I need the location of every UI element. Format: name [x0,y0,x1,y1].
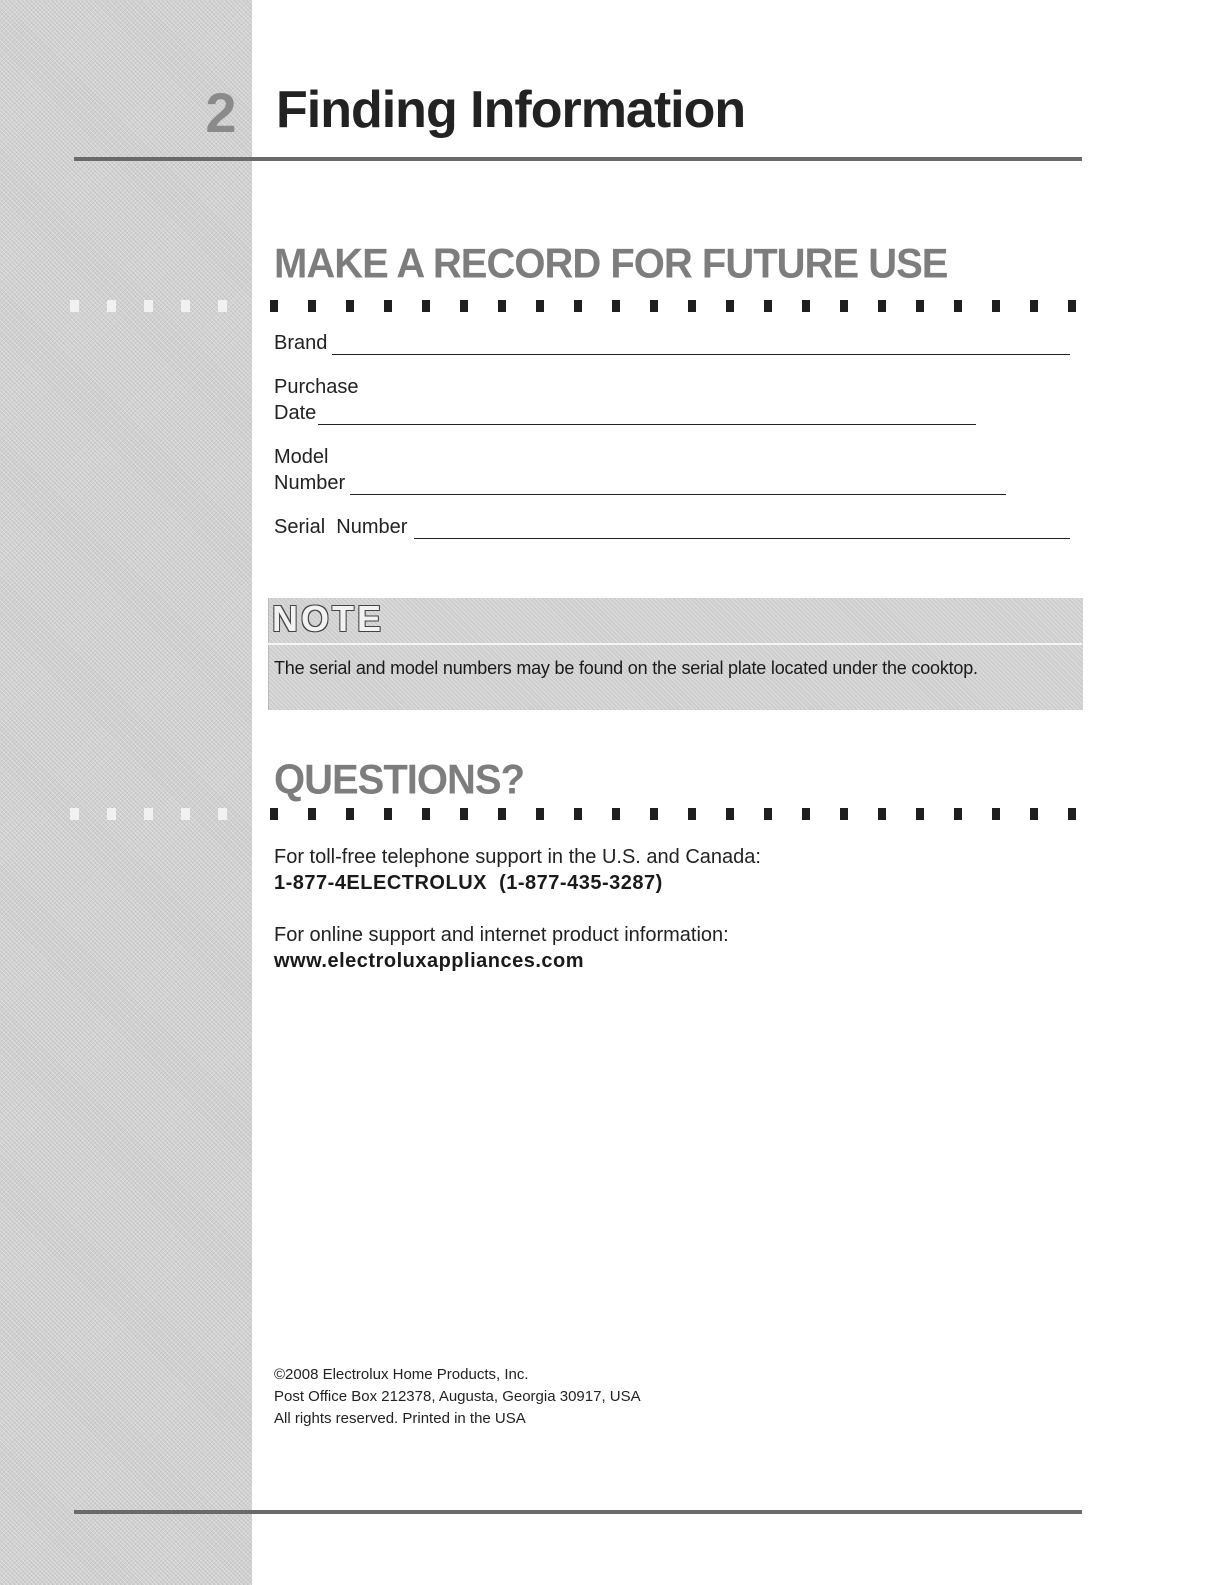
model-label: Model [274,446,329,468]
purchase-label: Purchase [274,376,359,398]
footer-rule [74,1510,1082,1514]
note-title: NOTE [272,598,385,639]
chapter-number: 2 [205,81,237,144]
website-link[interactable]: www.electroluxappliances.com [274,950,585,972]
side-dots-questions [70,808,240,820]
phone-number[interactable]: 1-877-4ELECTROLUX (1-877-435-3287) [274,872,663,894]
number-label: Number [274,472,346,494]
record-section-title: MAKE A RECORD FOR FUTURE USE [274,240,948,288]
copyright-line: ©2008 Electrolux Home Products, Inc. [274,1366,529,1383]
date-label: Date [274,402,317,424]
brand-line[interactable] [332,354,1070,355]
left-band [0,0,252,1585]
note-text: The serial and model numbers may be found on the serial plate located under the cooktop. [274,658,978,678]
dotted-divider-questions [270,808,1080,820]
side-dots-record [70,300,240,312]
dotted-divider-record [270,300,1080,312]
serial-number-label: Serial Number [274,516,408,538]
model-number-line[interactable] [350,494,1006,495]
rights-line: All rights reserved. Printed in the USA [274,1410,526,1427]
questions-section-title: QUESTIONS? [274,756,525,804]
brand-label: Brand [274,332,328,354]
page-title: Finding Information [276,81,746,139]
address-line: Post Office Box 212378, Augusta, Georgia 30917, USA [274,1388,641,1405]
serial-number-line[interactable] [414,538,1070,539]
note-rule [268,643,1082,645]
header-rule [74,157,1082,161]
note-box [268,598,1083,710]
online-intro: For online support and internet product information: [274,924,729,946]
purchase-date-line[interactable] [318,424,976,425]
phone-intro: For toll-free telephone support in the U.S. and Canada: [274,846,761,868]
